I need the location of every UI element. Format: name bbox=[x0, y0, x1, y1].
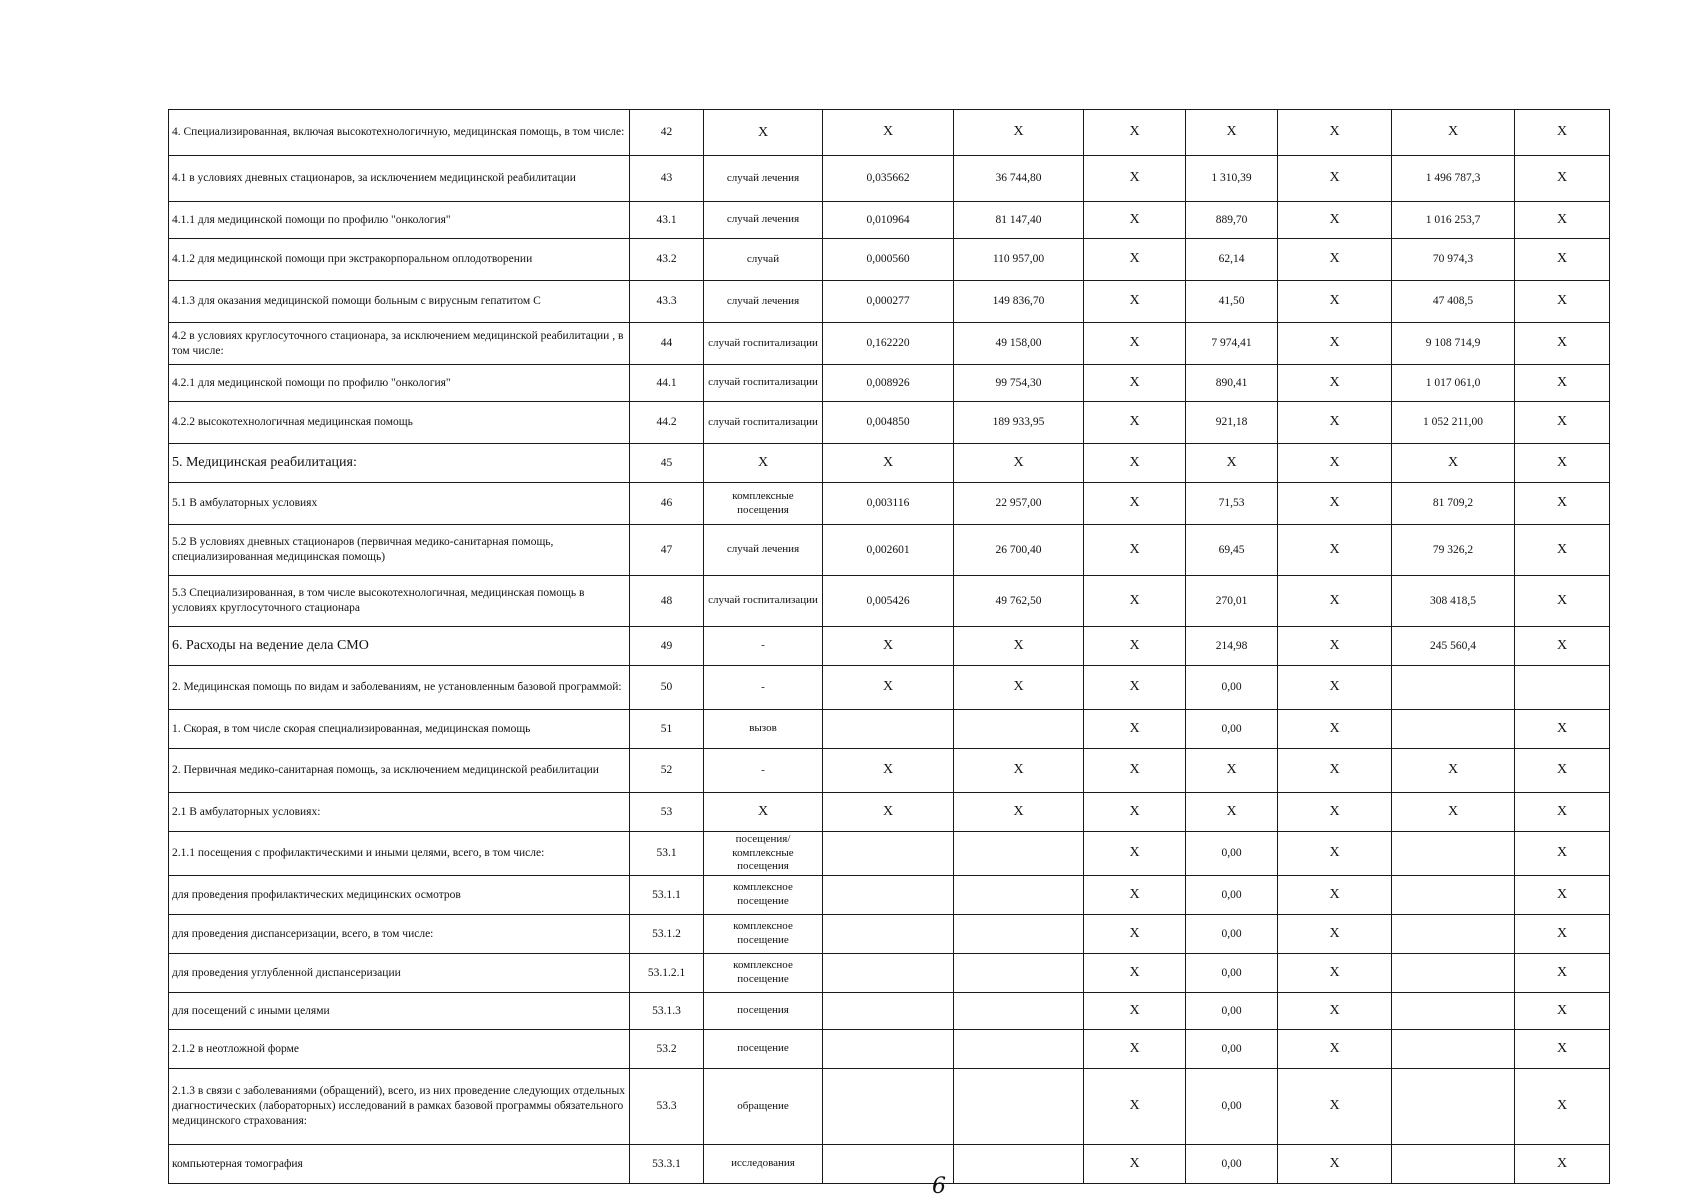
col-8-cell: X bbox=[1515, 749, 1610, 793]
row-number-cell: 45 bbox=[630, 444, 704, 483]
cost-norm-cell: X bbox=[954, 666, 1084, 710]
table-row bbox=[169, 993, 1610, 1030]
total-cost-cell bbox=[1392, 993, 1515, 1030]
per-capita-cell: 0,00 bbox=[1186, 876, 1278, 915]
unit-cell: посещения/комплексные посещения bbox=[704, 832, 823, 876]
table-row bbox=[169, 749, 1610, 793]
row-number-cell: 53.2 bbox=[630, 1030, 704, 1069]
col-8-cell: X bbox=[1515, 993, 1610, 1030]
unit-cell: случай лечения bbox=[704, 525, 823, 576]
table-row bbox=[169, 444, 1610, 483]
col-6-cell: X bbox=[1278, 239, 1392, 281]
col-8-cell: X bbox=[1515, 323, 1610, 365]
col-4-cell: X bbox=[1084, 444, 1186, 483]
cost-norm-cell bbox=[954, 1069, 1084, 1145]
unit-cell: - bbox=[704, 749, 823, 793]
col-6-cell: X bbox=[1278, 1069, 1392, 1145]
row-number-cell: 43 bbox=[630, 156, 704, 202]
col-4-cell: X bbox=[1084, 483, 1186, 525]
unit-cell: X bbox=[704, 110, 823, 156]
table-row bbox=[169, 576, 1610, 627]
cost-norm-cell: X bbox=[954, 444, 1084, 483]
per-capita-cell: 7 974,41 bbox=[1186, 323, 1278, 365]
row-title: 4. Специализированная, включая высокотехнологичную, медицинская помощь, в том числе: bbox=[169, 110, 630, 156]
cost-norm-cell bbox=[954, 876, 1084, 915]
row-number-cell: 53.1.1 bbox=[630, 876, 704, 915]
total-cost-cell bbox=[1392, 876, 1515, 915]
per-capita-cell: 214,98 bbox=[1186, 627, 1278, 666]
row-title: 2.1.2 в неотложной форме bbox=[169, 1030, 630, 1069]
col-6-cell: X bbox=[1278, 666, 1392, 710]
volume-norm-cell: 0,004850 bbox=[823, 402, 954, 444]
cost-norm-cell bbox=[954, 993, 1084, 1030]
col-4-cell: X bbox=[1084, 666, 1186, 710]
unit-cell: посещения bbox=[704, 993, 823, 1030]
col-6-cell: X bbox=[1278, 323, 1392, 365]
total-cost-cell: 79 326,2 bbox=[1392, 525, 1515, 576]
col-6-cell: X bbox=[1278, 710, 1392, 749]
row-title: 2.1.1 посещения с профилактическими и иными целями, всего, в том числе: bbox=[169, 832, 630, 876]
row-number-cell: 44 bbox=[630, 323, 704, 365]
col-4-cell: X bbox=[1084, 525, 1186, 576]
per-capita-cell: 0,00 bbox=[1186, 1030, 1278, 1069]
cost-norm-cell: X bbox=[954, 110, 1084, 156]
per-capita-cell: 0,00 bbox=[1186, 710, 1278, 749]
table-row bbox=[169, 110, 1610, 156]
col-8-cell: X bbox=[1515, 793, 1610, 832]
total-cost-cell bbox=[1392, 915, 1515, 954]
unit-cell: комплексное посещение bbox=[704, 915, 823, 954]
per-capita-cell: 0,00 bbox=[1186, 1145, 1278, 1184]
col-8-cell: X bbox=[1515, 1030, 1610, 1069]
col-4-cell: X bbox=[1084, 793, 1186, 832]
row-number-cell: 53.1.2 bbox=[630, 915, 704, 954]
table-row bbox=[169, 793, 1610, 832]
col-6-cell: X bbox=[1278, 483, 1392, 525]
cost-norm-cell: 22 957,00 bbox=[954, 483, 1084, 525]
unit-cell: X bbox=[704, 793, 823, 832]
col-6-cell: X bbox=[1278, 156, 1392, 202]
table-body bbox=[169, 110, 1610, 1184]
col-8-cell: X bbox=[1515, 239, 1610, 281]
col-8-cell: X bbox=[1515, 1145, 1610, 1184]
row-number-cell: 49 bbox=[630, 627, 704, 666]
volume-norm-cell bbox=[823, 993, 954, 1030]
cost-norm-cell: 81 147,40 bbox=[954, 202, 1084, 239]
cost-norm-cell: 99 754,30 bbox=[954, 365, 1084, 402]
total-cost-cell: 1 052 211,00 bbox=[1392, 402, 1515, 444]
unit-cell: комплексное посещение bbox=[704, 954, 823, 993]
total-cost-cell bbox=[1392, 832, 1515, 876]
row-title: 2. Медицинская помощь по видам и заболеваниям, не установленным базовой программой: bbox=[169, 666, 630, 710]
row-title: 4.2.2 высокотехнологичная медицинская помощь bbox=[169, 402, 630, 444]
unit-cell: случай госпитализации bbox=[704, 365, 823, 402]
row-title: 4.1.1 для медицинской помощи по профилю "онкология" bbox=[169, 202, 630, 239]
row-title: для проведения углубленной диспансеризации bbox=[169, 954, 630, 993]
per-capita-cell: 0,00 bbox=[1186, 666, 1278, 710]
col-4-cell: X bbox=[1084, 110, 1186, 156]
row-number-cell: 47 bbox=[630, 525, 704, 576]
cost-norm-cell bbox=[954, 710, 1084, 749]
col-8-cell: X bbox=[1515, 627, 1610, 666]
funding-table bbox=[168, 109, 1610, 1184]
volume-norm-cell bbox=[823, 1069, 954, 1145]
total-cost-cell: 308 418,5 bbox=[1392, 576, 1515, 627]
cost-norm-cell: X bbox=[954, 627, 1084, 666]
unit-cell: случай лечения bbox=[704, 281, 823, 323]
total-cost-cell bbox=[1392, 1030, 1515, 1069]
col-6-cell: X bbox=[1278, 627, 1392, 666]
table-row bbox=[169, 483, 1610, 525]
per-capita-cell: X bbox=[1186, 444, 1278, 483]
table-row bbox=[169, 202, 1610, 239]
row-title: 2.1 В амбулаторных условиях: bbox=[169, 793, 630, 832]
col-8-cell: X bbox=[1515, 202, 1610, 239]
col-8-cell: X bbox=[1515, 110, 1610, 156]
unit-cell: X bbox=[704, 444, 823, 483]
col-6-cell: X bbox=[1278, 281, 1392, 323]
col-8-cell: X bbox=[1515, 281, 1610, 323]
cost-norm-cell: 49 158,00 bbox=[954, 323, 1084, 365]
col-8-cell: X bbox=[1515, 525, 1610, 576]
table-row bbox=[169, 954, 1610, 993]
total-cost-cell: X bbox=[1392, 749, 1515, 793]
col-8-cell: X bbox=[1515, 915, 1610, 954]
volume-norm-cell bbox=[823, 954, 954, 993]
table-row bbox=[169, 525, 1610, 576]
col-6-cell: X bbox=[1278, 832, 1392, 876]
volume-norm-cell: X bbox=[823, 749, 954, 793]
row-number-cell: 53.3.1 bbox=[630, 1145, 704, 1184]
row-number-cell: 51 bbox=[630, 710, 704, 749]
volume-norm-cell: 0,010964 bbox=[823, 202, 954, 239]
per-capita-cell: 0,00 bbox=[1186, 1069, 1278, 1145]
col-8-cell: X bbox=[1515, 876, 1610, 915]
col-8-cell: X bbox=[1515, 444, 1610, 483]
col-6-cell: X bbox=[1278, 915, 1392, 954]
row-title: 5.3 Специализированная, в том числе высокотехнологичная, медицинская помощь в условиях круглосуточного стационара bbox=[169, 576, 630, 627]
table-row bbox=[169, 1069, 1610, 1145]
unit-cell: случай лечения bbox=[704, 202, 823, 239]
volume-norm-cell bbox=[823, 876, 954, 915]
total-cost-cell bbox=[1392, 1145, 1515, 1184]
col-8-cell bbox=[1515, 666, 1610, 710]
unit-cell: случай госпитализации bbox=[704, 323, 823, 365]
col-4-cell: X bbox=[1084, 576, 1186, 627]
col-6-cell: X bbox=[1278, 525, 1392, 576]
col-6-cell: X bbox=[1278, 202, 1392, 239]
volume-norm-cell: 0,000560 bbox=[823, 239, 954, 281]
col-4-cell: X bbox=[1084, 281, 1186, 323]
row-title: 5. Медицинская реабилитация: bbox=[169, 444, 630, 483]
row-title: для проведения профилактических медицинских осмотров bbox=[169, 876, 630, 915]
row-title: 5.1 В амбулаторных условиях bbox=[169, 483, 630, 525]
row-title: для проведения диспансеризации, всего, в том числе: bbox=[169, 915, 630, 954]
row-number-cell: 48 bbox=[630, 576, 704, 627]
cost-norm-cell: X bbox=[954, 793, 1084, 832]
table-row bbox=[169, 239, 1610, 281]
total-cost-cell: X bbox=[1392, 110, 1515, 156]
col-8-cell: X bbox=[1515, 483, 1610, 525]
total-cost-cell: 70 974,3 bbox=[1392, 239, 1515, 281]
table-row bbox=[169, 710, 1610, 749]
row-title: 4.2.1 для медицинской помощи по профилю "онкология" bbox=[169, 365, 630, 402]
unit-cell: - bbox=[704, 627, 823, 666]
row-title: 4.1.2 для медицинской помощи при экстракорпоральном оплодотворении bbox=[169, 239, 630, 281]
document-sheet bbox=[168, 109, 1609, 1184]
col-8-cell: X bbox=[1515, 954, 1610, 993]
unit-cell: комплексное посещение bbox=[704, 876, 823, 915]
row-number-cell: 42 bbox=[630, 110, 704, 156]
row-number-cell: 53.1 bbox=[630, 832, 704, 876]
row-number-cell: 52 bbox=[630, 749, 704, 793]
volume-norm-cell: 0,005426 bbox=[823, 576, 954, 627]
col-4-cell: X bbox=[1084, 993, 1186, 1030]
row-title: 1. Скорая, в том числе скорая специализированная, медицинская помощь bbox=[169, 710, 630, 749]
per-capita-cell: 1 310,39 bbox=[1186, 156, 1278, 202]
total-cost-cell: X bbox=[1392, 793, 1515, 832]
volume-norm-cell bbox=[823, 832, 954, 876]
col-4-cell: X bbox=[1084, 915, 1186, 954]
table-row bbox=[169, 323, 1610, 365]
unit-cell: случай госпитализации bbox=[704, 402, 823, 444]
unit-cell: комплексные посещения bbox=[704, 483, 823, 525]
table-row bbox=[169, 876, 1610, 915]
cost-norm-cell: 149 836,70 bbox=[954, 281, 1084, 323]
row-number-cell: 44.2 bbox=[630, 402, 704, 444]
col-4-cell: X bbox=[1084, 627, 1186, 666]
cost-norm-cell: 36 744,80 bbox=[954, 156, 1084, 202]
volume-norm-cell: X bbox=[823, 666, 954, 710]
row-number-cell: 44.1 bbox=[630, 365, 704, 402]
per-capita-cell: 921,18 bbox=[1186, 402, 1278, 444]
cost-norm-cell bbox=[954, 832, 1084, 876]
col-4-cell: X bbox=[1084, 1145, 1186, 1184]
col-6-cell: X bbox=[1278, 576, 1392, 627]
per-capita-cell: 890,41 bbox=[1186, 365, 1278, 402]
unit-cell: вызов bbox=[704, 710, 823, 749]
col-6-cell: X bbox=[1278, 876, 1392, 915]
per-capita-cell: 0,00 bbox=[1186, 915, 1278, 954]
col-4-cell: X bbox=[1084, 365, 1186, 402]
col-6-cell: X bbox=[1278, 1145, 1392, 1184]
per-capita-cell: 71,53 bbox=[1186, 483, 1278, 525]
cost-norm-cell: X bbox=[954, 749, 1084, 793]
total-cost-cell bbox=[1392, 1069, 1515, 1145]
table-row bbox=[169, 832, 1610, 876]
row-title: для посещений с иными целями bbox=[169, 993, 630, 1030]
row-number-cell: 53.3 bbox=[630, 1069, 704, 1145]
row-number-cell: 43.1 bbox=[630, 202, 704, 239]
total-cost-cell bbox=[1392, 954, 1515, 993]
col-4-cell: X bbox=[1084, 832, 1186, 876]
row-title: 5.2 В условиях дневных стационаров (первичная медико-санитарная помощь, специализированная медицинская помощь) bbox=[169, 525, 630, 576]
col-4-cell: X bbox=[1084, 239, 1186, 281]
col-4-cell: X bbox=[1084, 156, 1186, 202]
table-row bbox=[169, 1030, 1610, 1069]
total-cost-cell bbox=[1392, 666, 1515, 710]
col-6-cell: X bbox=[1278, 749, 1392, 793]
total-cost-cell: 1 496 787,3 bbox=[1392, 156, 1515, 202]
col-4-cell: X bbox=[1084, 876, 1186, 915]
total-cost-cell: 9 108 714,9 bbox=[1392, 323, 1515, 365]
col-4-cell: X bbox=[1084, 749, 1186, 793]
unit-cell: обращение bbox=[704, 1069, 823, 1145]
table-row bbox=[169, 402, 1610, 444]
unit-cell: исследования bbox=[704, 1145, 823, 1184]
total-cost-cell bbox=[1392, 710, 1515, 749]
table-row bbox=[169, 156, 1610, 202]
volume-norm-cell: 0,035662 bbox=[823, 156, 954, 202]
volume-norm-cell bbox=[823, 710, 954, 749]
row-number-cell: 53.1.2.1 bbox=[630, 954, 704, 993]
per-capita-cell: 270,01 bbox=[1186, 576, 1278, 627]
per-capita-cell: 0,00 bbox=[1186, 832, 1278, 876]
table-row bbox=[169, 1145, 1610, 1184]
row-number-cell: 43.3 bbox=[630, 281, 704, 323]
col-8-cell: X bbox=[1515, 365, 1610, 402]
volume-norm-cell: 0,162220 bbox=[823, 323, 954, 365]
cost-norm-cell: 49 762,50 bbox=[954, 576, 1084, 627]
cost-norm-cell: 26 700,40 bbox=[954, 525, 1084, 576]
col-4-cell: X bbox=[1084, 710, 1186, 749]
col-6-cell: X bbox=[1278, 954, 1392, 993]
col-6-cell: X bbox=[1278, 402, 1392, 444]
table-row bbox=[169, 365, 1610, 402]
col-8-cell: X bbox=[1515, 1069, 1610, 1145]
per-capita-cell: X bbox=[1186, 793, 1278, 832]
col-6-cell: X bbox=[1278, 793, 1392, 832]
col-4-cell: X bbox=[1084, 1069, 1186, 1145]
per-capita-cell: 69,45 bbox=[1186, 525, 1278, 576]
row-title: 2.1.3 в связи с заболеваниями (обращений), всего, из них проведение следующих отдельных диагностических (лабораторных) исследований в рамках базовой программы обязательного медицинского страхования: bbox=[169, 1069, 630, 1145]
volume-norm-cell: X bbox=[823, 793, 954, 832]
total-cost-cell: 245 560,4 bbox=[1392, 627, 1515, 666]
volume-norm-cell: X bbox=[823, 110, 954, 156]
cost-norm-cell bbox=[954, 1145, 1084, 1184]
volume-norm-cell: 0,002601 bbox=[823, 525, 954, 576]
total-cost-cell: 1 016 253,7 bbox=[1392, 202, 1515, 239]
table-row bbox=[169, 281, 1610, 323]
col-4-cell: X bbox=[1084, 323, 1186, 365]
row-title: 2. Первичная медико-санитарная помощь, за исключением медицинской реабилитации bbox=[169, 749, 630, 793]
row-title: 4.1.3 для оказания медицинской помощи больным с вирусным гепатитом С bbox=[169, 281, 630, 323]
per-capita-cell: 889,70 bbox=[1186, 202, 1278, 239]
unit-cell: - bbox=[704, 666, 823, 710]
volume-norm-cell: X bbox=[823, 444, 954, 483]
row-title: 6. Расходы на ведение дела СМО bbox=[169, 627, 630, 666]
row-number-cell: 50 bbox=[630, 666, 704, 710]
col-4-cell: X bbox=[1084, 954, 1186, 993]
row-number-cell: 46 bbox=[630, 483, 704, 525]
cost-norm-cell: 189 933,95 bbox=[954, 402, 1084, 444]
col-6-cell: X bbox=[1278, 444, 1392, 483]
volume-norm-cell: 0,000277 bbox=[823, 281, 954, 323]
volume-norm-cell: X bbox=[823, 627, 954, 666]
unit-cell: посещение bbox=[704, 1030, 823, 1069]
table-row bbox=[169, 666, 1610, 710]
per-capita-cell: 0,00 bbox=[1186, 954, 1278, 993]
unit-cell: случай bbox=[704, 239, 823, 281]
col-6-cell: X bbox=[1278, 365, 1392, 402]
volume-norm-cell bbox=[823, 915, 954, 954]
col-4-cell: X bbox=[1084, 402, 1186, 444]
row-title: 4.2 в условиях круглосуточного стационара, за исключением медицинской реабилитации , в том числе: bbox=[169, 323, 630, 365]
cost-norm-cell bbox=[954, 954, 1084, 993]
volume-norm-cell: 0,008926 bbox=[823, 365, 954, 402]
table-row bbox=[169, 627, 1610, 666]
per-capita-cell: 62,14 bbox=[1186, 239, 1278, 281]
col-8-cell: X bbox=[1515, 710, 1610, 749]
col-6-cell: X bbox=[1278, 110, 1392, 156]
per-capita-cell: X bbox=[1186, 749, 1278, 793]
volume-norm-cell bbox=[823, 1030, 954, 1069]
table-row bbox=[169, 915, 1610, 954]
cost-norm-cell bbox=[954, 1030, 1084, 1069]
total-cost-cell: 1 017 061,0 bbox=[1392, 365, 1515, 402]
cost-norm-cell: 110 957,00 bbox=[954, 239, 1084, 281]
col-8-cell: X bbox=[1515, 832, 1610, 876]
unit-cell: случай госпитализации bbox=[704, 576, 823, 627]
volume-norm-cell: 0,003116 bbox=[823, 483, 954, 525]
col-8-cell: X bbox=[1515, 402, 1610, 444]
col-4-cell: X bbox=[1084, 202, 1186, 239]
col-8-cell: X bbox=[1515, 576, 1610, 627]
page-number: 6 bbox=[932, 1174, 946, 1199]
col-6-cell: X bbox=[1278, 993, 1392, 1030]
unit-cell: случай лечения bbox=[704, 156, 823, 202]
row-number-cell: 53.1.3 bbox=[630, 993, 704, 1030]
row-number-cell: 53 bbox=[630, 793, 704, 832]
row-title: 4.1 в условиях дневных стационаров, за исключением медицинской реабилитации bbox=[169, 156, 630, 202]
cost-norm-cell bbox=[954, 915, 1084, 954]
per-capita-cell: X bbox=[1186, 110, 1278, 156]
row-title: компьютерная томография bbox=[169, 1145, 630, 1184]
col-8-cell: X bbox=[1515, 156, 1610, 202]
total-cost-cell: X bbox=[1392, 444, 1515, 483]
col-4-cell: X bbox=[1084, 1030, 1186, 1069]
col-6-cell: X bbox=[1278, 1030, 1392, 1069]
total-cost-cell: 81 709,2 bbox=[1392, 483, 1515, 525]
per-capita-cell: 0,00 bbox=[1186, 993, 1278, 1030]
total-cost-cell: 47 408,5 bbox=[1392, 281, 1515, 323]
per-capita-cell: 41,50 bbox=[1186, 281, 1278, 323]
row-number-cell: 43.2 bbox=[630, 239, 704, 281]
